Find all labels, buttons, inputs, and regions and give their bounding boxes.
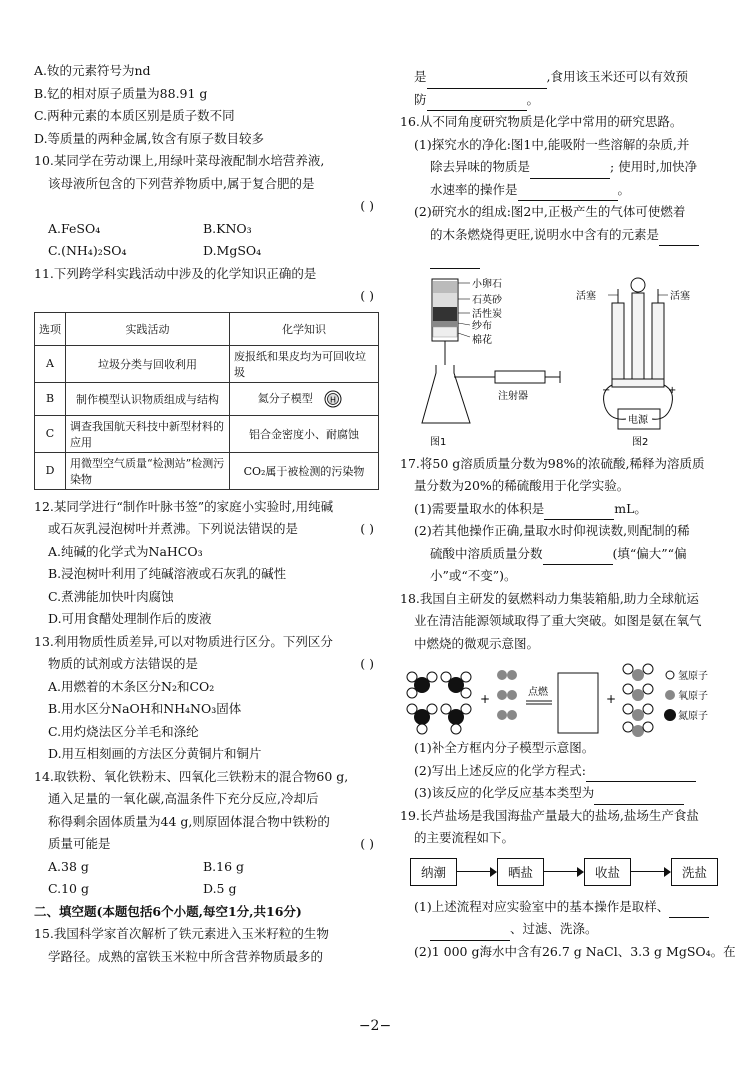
table-cell: A: [35, 345, 66, 382]
table-cell: 用微型空气质量“检测站”检测污染物: [66, 452, 230, 489]
q19-1-line1: (1)上述流程对应实验室中的基本操作是取样、: [400, 896, 730, 919]
left-column: [34, 60, 384, 968]
blank-model-box[interactable]: [558, 673, 598, 733]
table-cell: 废报纸和果皮均为可回收垃圾: [230, 345, 379, 382]
q16-stem: 16.从不同角度研究物质是化学中常用的研究思路。: [400, 114, 683, 129]
oxygen-molecules: [497, 670, 517, 720]
q13-option-b: B.用水区分NaOH和NH₄NO₃固体: [48, 701, 242, 716]
q9-option-b: B.钇的相对原子质量为88.91 g: [34, 85, 208, 101]
flow-step: 洗盐: [671, 858, 718, 886]
svg-text:+: +: [480, 692, 491, 706]
q13-stem-2: 物质的试剂或方法错误的是 ( ): [34, 653, 384, 676]
label-negative: −: [602, 384, 611, 396]
q10-stem-2: 该母液所包含的下列营养物质中,属于复合肥的是: [48, 175, 315, 191]
q12-option-d: D.可用食醋处理制作后的废液: [48, 611, 212, 626]
q16-1-line2: 除去异味的物质是 ; 使用时,加快净: [400, 156, 730, 179]
q14-stem-1: 14.取铁粉、氧化铁粉末、四氧化三铁粉末的混合物60 g,: [34, 768, 349, 784]
q19-stem-1: 19.长芦盐场是我国海盐产量最大的盐场,盐场生产食盐: [400, 807, 699, 823]
table-cell: 铝合金密度小、耐腐蚀: [230, 415, 379, 452]
answer-blank[interactable]: [430, 254, 480, 269]
q18-stem-2: 业在清洁能源领域取得了重大突破。如图是氨在氧气: [414, 613, 702, 628]
q12-option-c: C.煮沸能加快叶肉腐蚀: [48, 588, 174, 604]
answer-blank[interactable]: [430, 926, 510, 941]
table-row: [35, 415, 379, 452]
q16-2-line3: [400, 246, 730, 269]
q10-options-row1: [34, 218, 384, 241]
q16-2-line1: (2)研究水的组成:图2中,正极产生的气体可使燃着: [414, 204, 686, 219]
label-syringe: 注射器: [498, 390, 528, 402]
q10-option-b: B.KNO₃: [203, 220, 252, 236]
table-cell-text: 氦分子模型: [257, 391, 313, 405]
q12-stem-1: 12.某同学进行“制作叶脉书签”的家庭小实验时,用纯碱: [34, 498, 334, 514]
table-row: [35, 452, 379, 489]
q17-1: (1)需要量取水的体积是 mL。: [400, 498, 730, 521]
svg-text:+: +: [606, 692, 617, 706]
label-stopcock-left: 活塞: [576, 290, 596, 302]
answer-blank[interactable]: [427, 74, 547, 89]
section-2-heading: 二、填空题(本题包括6个小题,每空1分,共16分): [34, 903, 302, 919]
table-header: 化学知识: [230, 312, 379, 345]
answer-blank[interactable]: [427, 96, 527, 111]
q16-figures: [400, 273, 730, 453]
q11-answer-paren: ( ): [360, 288, 374, 303]
q15-cont-1: 是 ,食用该玉米还可以有效预: [400, 66, 730, 89]
electrolysis-diagram: [576, 278, 690, 448]
q9-option-a: A.钕的元素符号为nd: [34, 63, 151, 78]
answer-blank[interactable]: [594, 790, 684, 805]
arrow-right-icon: [457, 866, 497, 878]
q16-2-line2: 的木条燃烧得更旺,说明水中含有的元素是: [400, 224, 730, 247]
table-header: 实践活动: [66, 312, 230, 345]
q14-options-row2: [34, 878, 384, 901]
q13-option-a: A.用燃着的木条区分N₂和CO₂: [48, 678, 215, 694]
q11-stem: 11.下列跨学科实践活动中涉及的化学知识正确的是: [34, 265, 317, 281]
arrow-right-icon: [631, 866, 671, 878]
q14-option-d: D.5 g: [203, 881, 237, 896]
answer-blank[interactable]: [518, 186, 618, 201]
q10-answer-paren: ( ): [360, 198, 374, 213]
table-cell: C: [35, 415, 66, 452]
table-cell: 垃圾分类与回收利用: [66, 345, 230, 382]
q18-2: (2)写出上述反应的化学方程式:: [400, 760, 730, 783]
table-cell: [230, 382, 379, 415]
answer-blank[interactable]: [530, 164, 610, 179]
q10-option-c: C.(NH₄)₂SO₄: [48, 243, 127, 258]
arrow-right-icon: [544, 866, 584, 878]
ammonia-molecules: [407, 672, 471, 734]
answer-blank[interactable]: [543, 550, 613, 565]
q13-option-d: D.用互相刻画的方法区分黄铜片和铜片: [48, 746, 262, 761]
q13-answer-paren: ( ): [360, 656, 374, 671]
ignite-label: 点燃: [528, 687, 548, 698]
helium-atom-model-icon: [316, 390, 350, 408]
label-power-supply: 电源: [628, 414, 648, 426]
table-cell: D: [35, 452, 66, 489]
figure-1-caption: 图1: [430, 436, 447, 448]
label-positive: +: [668, 384, 677, 396]
q10-options-row2: [34, 240, 384, 263]
flow-step: 收盐: [584, 858, 631, 886]
answer-blank[interactable]: [659, 231, 699, 246]
q18-1: (1)补全方框内分子模型示意图。: [414, 740, 595, 755]
label-pebble: 小卵石: [472, 278, 502, 290]
q16-1-line3: 水速率的操作是 。: [400, 179, 730, 202]
q9-option-c: C.两种元素的本质区别是质子数不同: [34, 108, 235, 123]
q12-stem-2: 或石灰乳浸泡树叶并煮沸。下列说法错误的是 ( ): [34, 518, 384, 541]
table-header-row: [35, 312, 379, 345]
q18-stem-1: 18.我国自主研发的氨燃料动力集装箱船,助力全球航运: [400, 590, 699, 606]
water-purifier-diagram: [422, 277, 560, 448]
q12-option-b: B.浸泡树叶利用了纯碱溶液或石灰乳的碱性: [48, 566, 287, 581]
q19-2: (2)1 000 g海水中含有26.7 g NaCl、3.3 g MgSO₄。在: [414, 943, 736, 959]
q14-option-b: B.16 g: [203, 858, 245, 874]
q10-option-d: D.MgSO₄: [203, 243, 262, 258]
legend-oxygen: 氧原子: [678, 691, 708, 702]
q18-micro-diagram: [400, 655, 730, 737]
q11-table: [34, 312, 379, 490]
q13-stem-1: 13.利用物质性质差异,可以对物质进行区分。下列区分: [34, 633, 333, 649]
answer-blank[interactable]: [669, 903, 709, 918]
q13-option-c: C.用灼烧法区分羊毛和涤纶: [48, 723, 199, 739]
table-cell: 调查我国航天科技中新型材料的应用: [66, 415, 230, 452]
q16-1-line1: (1)探究水的净化:图1中,能吸附一些溶解的杂质,并: [414, 136, 690, 152]
table-row: [35, 382, 379, 415]
q19-stem-2: 的主要流程如下。: [414, 830, 515, 845]
label-stopcock-right: 活塞: [670, 290, 690, 302]
q17-stem-1: 17.将50 g溶质质量分数为98%的浓硫酸,稀释为溶质质: [400, 455, 705, 471]
q9-option-d: D.等质量的两种金属,钕含有原子数目较多: [34, 130, 265, 146]
label-activated-carbon: 活性炭: [472, 308, 502, 320]
label-quartz-sand: 石英砂: [472, 294, 502, 306]
label-cotton: 棉花: [472, 334, 492, 346]
table-cell: 制作模型认识物质组成与结构: [66, 382, 230, 415]
q18-3: (3)该反应的化学反应基本类型为: [400, 782, 730, 805]
legend-nitrogen: 氮原子: [678, 711, 708, 722]
q17-2-line2: 硫酸中溶质质量分数 (填“偏大”“偏: [400, 543, 730, 566]
salt-process-flow: [410, 858, 730, 886]
answer-blank[interactable]: [586, 767, 696, 782]
q14-stem-3: 称得剩余固体质量为44 g,则原固体混合物中铁粉的: [48, 813, 330, 829]
table-cell: CO₂属于被检测的污染物: [230, 452, 379, 489]
q14-option-c: C.10 g: [48, 881, 89, 896]
q12-answer-paren: ( ): [360, 521, 374, 536]
q10-stem-1: 10.某同学在劳动课上,用绿叶菜母液配制水培营养液,: [34, 153, 325, 168]
q17-stem-2: 量分数为20%的稀硫酸用于化学实验。: [414, 478, 630, 493]
q19-1-line2: 、过滤、洗涤。: [400, 918, 730, 941]
q18-stem-3: 中燃烧的微观示意图。: [414, 635, 540, 651]
atom-legend: [664, 669, 708, 722]
flow-step: 纳潮: [410, 858, 457, 886]
q17-2-line1: (2)若其他操作正确,量取水时仰视读数,则配制的稀: [414, 523, 690, 538]
table-cell: B: [35, 382, 66, 415]
svg-text:H: H: [330, 395, 337, 404]
q15-stem-2: 学路径。成熟的富铁玉米粒中所含营养物质最多的: [48, 948, 324, 964]
q14-options-row1: [34, 856, 384, 879]
q10-option-a: A.FeSO₄: [48, 220, 101, 236]
right-column: [400, 66, 736, 963]
q15-cont-2: 防 。: [400, 89, 730, 112]
page-number: −2−: [358, 1018, 392, 1034]
q14-stem-4: 质量可能是 ( ): [34, 833, 384, 856]
flow-step: 晒盐: [497, 858, 544, 886]
table-header: 选项: [35, 312, 66, 345]
q12-option-a: A.纯碱的化学式为NaHCO₃: [48, 543, 203, 559]
label-gauze: 纱布: [472, 320, 492, 332]
water-molecules: [623, 664, 653, 737]
table-row: [35, 345, 379, 382]
q15-stem-1: 15.我国科学家首次解析了铁元素进入玉米籽粒的生物: [34, 926, 329, 941]
q14-answer-paren: ( ): [360, 836, 374, 851]
q14-stem-2: 通入足量的一氧化碳,高温条件下充分反应,冷却后: [48, 791, 319, 806]
q14-option-a: A.38 g: [48, 858, 89, 874]
q17-2-line3: 小”或“不变”)。: [430, 568, 517, 583]
figure-2-caption: 图2: [632, 436, 649, 448]
answer-blank[interactable]: [544, 505, 614, 520]
legend-hydrogen: 氢原子: [678, 671, 708, 682]
